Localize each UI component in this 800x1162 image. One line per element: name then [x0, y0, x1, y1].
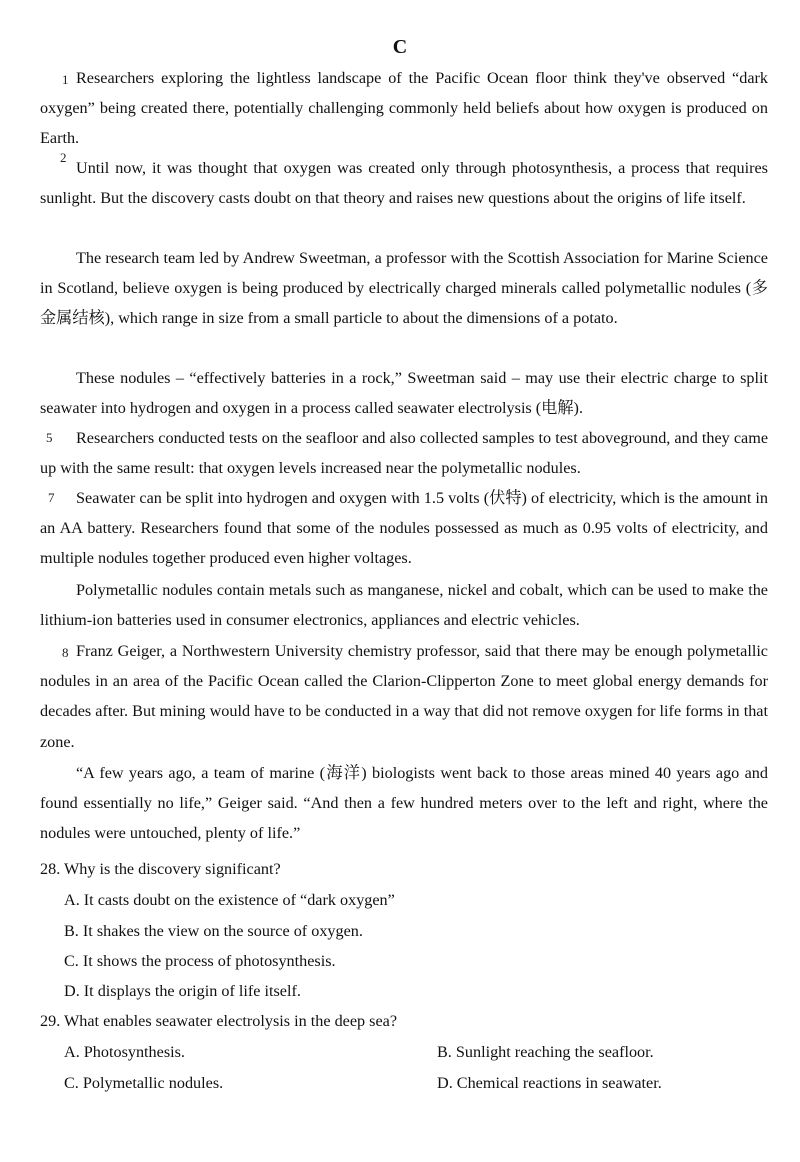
question-29-option-b: B. Sunlight reaching the seafloor. [437, 1043, 654, 1061]
passage-paragraph-6: Seawater can be split into hydrogen and oxygen with 1.5 volts (伏特) of electricity, which is the amount in an AA battery. Researchers found that some of the nodules possessed as much as 0.95 volts of electricity, and multiple nodules together produced even higher voltages. [40, 489, 768, 568]
question-28-option-a: A. It casts doubt on the existence of “dark oxygen” [64, 891, 395, 909]
margin-mark: 1 [62, 72, 69, 87]
question-29-option-d: D. Chemical reactions in seawater. [437, 1074, 662, 1092]
question-28-stem: 28. Why is the discovery significant? [40, 860, 281, 878]
question-29-option-c: C. Polymetallic nodules. [64, 1074, 224, 1092]
question-29-option-a: A. Photosynthesis. [64, 1043, 185, 1061]
question-28-option-c: C. It shows the process of photosynthesis. [64, 952, 336, 970]
margin-mark: 2 [60, 150, 67, 165]
question-28-option-b: B. It shakes the view on the source of oxygen. [64, 922, 363, 940]
question-28-option-d: D. It displays the origin of life itself. [64, 982, 301, 1000]
passage-paragraph-3: The research team led by Andrew Sweetman, a professor with the Scottish Association for Marine Science in Scotland, believe oxygen is being produced by electrically charged minerals called polymetallic nodules (多金属结核), which range in size from a small particle to about the dimensions of a potato. [40, 249, 768, 328]
section-letter: C [392, 36, 408, 58]
passage-paragraph-1: Researchers exploring the lightless landscape of the Pacific Ocean floor think they've observed “dark oxygen” being created there, potentially challenging commonly held beliefs about how oxygen is produced on Earth. [40, 69, 768, 148]
passage-paragraph-9: “A few years ago, a team of marine (海洋) biologists went back to those areas mined 40 years ago and found essentially no life,” Geiger said. “And then a few hundred meters over to the left and right, where the nodules were untouched, plenty of life.” [40, 764, 768, 843]
question-29-stem: 29. What enables seawater electrolysis in the deep sea? [40, 1012, 398, 1030]
margin-mark: 8 [62, 645, 69, 660]
passage-paragraph-8: Franz Geiger, a Northwestern University chemistry professor, said that there may be enough polymetallic nodules in an area of the Pacific Ocean called the Clarion-Clipperton Zone to meet global energy demands for decades after. But mining would have to be conducted in a way that did not remove oxygen for life forms in that zone. [40, 642, 768, 751]
passage-paragraph-5: Researchers conducted tests on the seafloor and also collected samples to test aboveground, and they came up with the same result: that oxygen levels increased near the polymetallic nodules. [40, 429, 768, 478]
passage-paragraph-4: These nodules – “effectively batteries in a rock,” Sweetman said – may use their electric charge to split seawater into hydrogen and oxygen in a process called seawater electrolysis (电解). [40, 369, 768, 418]
margin-mark: 5 [46, 430, 53, 445]
passage-paragraph-2: Until now, it was thought that oxygen was created only through photosynthesis, a process that requires sunlight. But the discovery casts doubt on that theory and raises new questions about the origins of life itself. [40, 159, 768, 208]
passage-paragraph-7: Polymetallic nodules contain metals such as manganese, nickel and cobalt, which can be used to make the lithium-ion batteries used in consumer electronics, appliances and electric vehicles. [40, 581, 768, 630]
margin-mark: 7 [48, 490, 55, 505]
